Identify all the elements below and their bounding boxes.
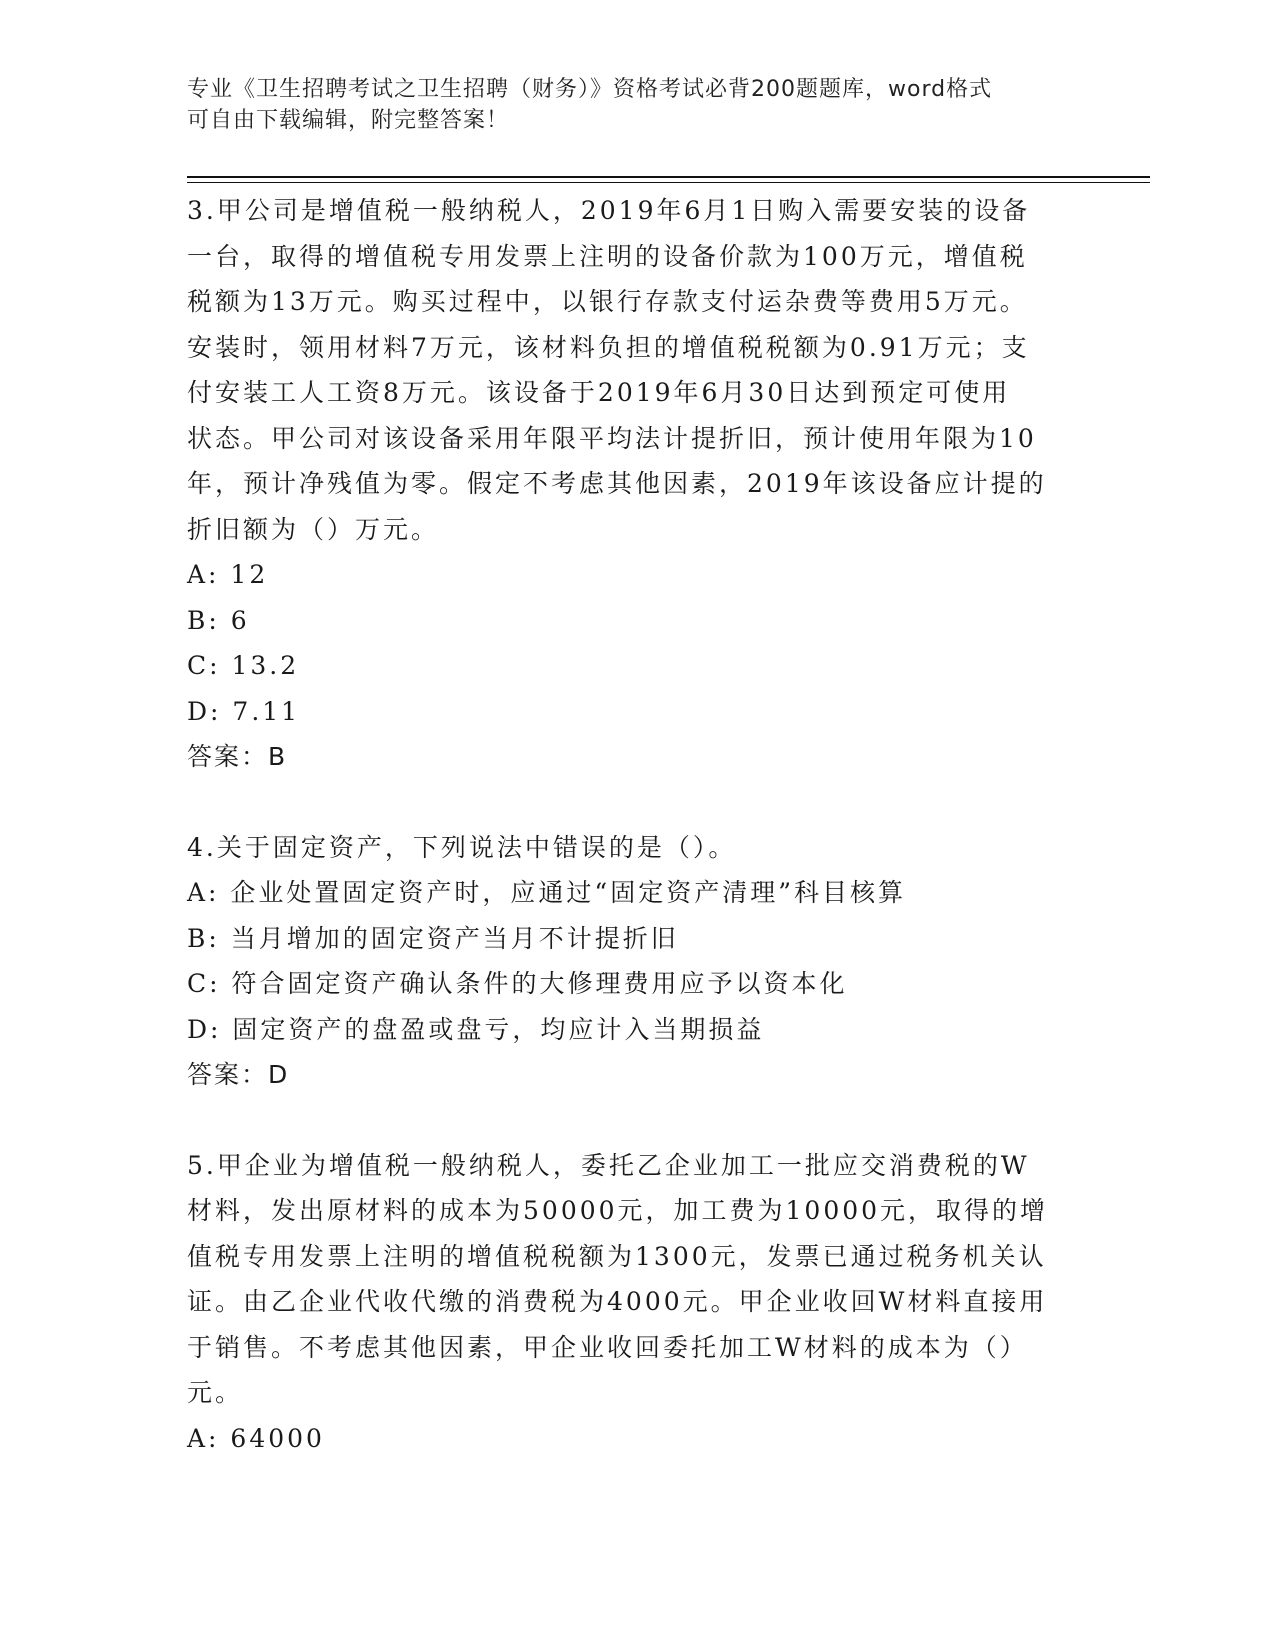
question-stem-line: 4.关于固定资产，下列说法中错误的是（）。	[187, 832, 737, 862]
answer-line: 答案：B	[187, 742, 288, 771]
question-stem-line: 状态。甲公司对该设备采用年限平均法计提折旧，预计使用年限为10	[187, 423, 1037, 453]
question-stem-line: 年，预计净残值为零。假定不考虑其他因素，2019年该设备应计提的	[187, 469, 1047, 498]
question-stem-line: 元。	[187, 1378, 244, 1407]
question-stem-line: 3.甲公司是增值税一般纳税人，2019年6月1日购入需要安装的设备	[187, 196, 1031, 225]
option-b: B: 当月增加的固定资产当月不计提折旧	[187, 923, 679, 953]
option-c: C: 13.2	[187, 651, 300, 680]
document-header	[187, 74, 1087, 136]
header-line-1: 专业《卫生招聘考试之卫生招聘（财务）》资格考试必背200题题库，word格式	[187, 77, 993, 102]
option-a: A: 12	[187, 560, 269, 589]
question-stem-line: 一台，取得的增值税专用发票上注明的设备价款为100万元，增值税	[187, 241, 1028, 271]
question-3	[187, 188, 1087, 780]
question-stem-line: 折旧额为（）万元。	[187, 514, 440, 544]
option-a: A: 64000	[187, 1423, 325, 1453]
question-stem-line: 付安装工人工资8万元。该设备于2019年6月30日达到预定可使用	[187, 378, 1011, 407]
question-4	[187, 825, 1087, 1098]
question-stem-line: 值税专用发票上注明的增值税税额为1300元，发票已通过税务机关认	[187, 1241, 1047, 1271]
question-stem-line: 材料，发出原材料的成本为50000元，加工费为10000元，取得的增	[187, 1196, 1049, 1225]
option-b: B: 6	[187, 605, 250, 635]
question-spacer	[187, 1098, 1087, 1143]
option-d: D: 7.11	[187, 696, 301, 726]
header-rule-thick	[187, 176, 1150, 178]
question-list	[187, 188, 1087, 1461]
question-stem-line: 5.甲企业为增值税一般纳税人，委托乙企业加工一批应交消费税的W	[187, 1150, 1030, 1180]
question-5	[187, 1143, 1087, 1462]
question-stem-line: 安装时，领用材料7万元，该材料负担的增值税税额为0.91万元；支	[187, 332, 1030, 362]
option-a: A: 企业处置固定资产时，应通过“固定资产清理”科目核算	[187, 878, 906, 907]
header-rule-thin	[187, 182, 1150, 183]
option-c: C: 符合固定资产确认条件的大修理费用应予以资本化	[187, 969, 848, 998]
question-stem-line: 证。由乙企业代收代缴的消费税为4000元。甲企业收回W材料直接用	[187, 1287, 1048, 1316]
question-spacer	[187, 780, 1087, 825]
header-line-2: 可自由下载编辑，附完整答案！	[187, 108, 510, 133]
option-d: D: 固定资产的盘盈或盘亏，均应计入当期损益	[187, 1014, 765, 1044]
question-stem-line: 于销售。不考虑其他因素，甲企业收回委托加工W材料的成本为（）	[187, 1332, 1028, 1362]
answer-line: 答案：D	[187, 1060, 290, 1089]
question-stem-line: 税额为13万元。购买过程中，以银行存款支付运杂费等费用5万元。	[187, 287, 1028, 316]
